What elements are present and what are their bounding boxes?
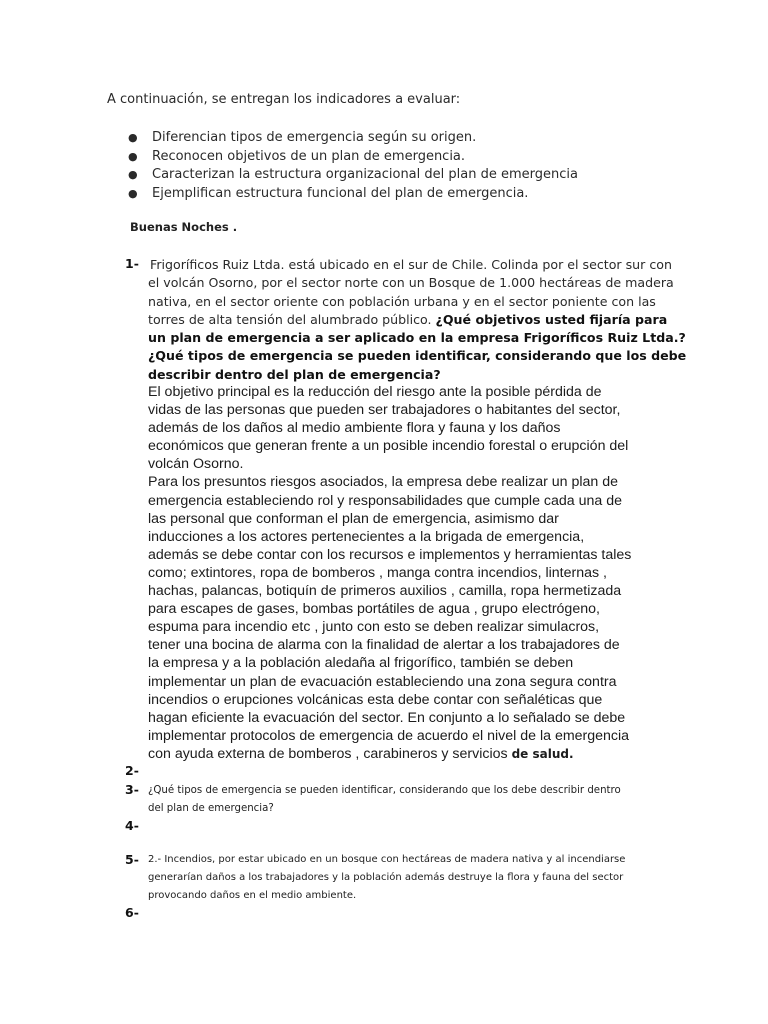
question-number-2: 2- <box>125 763 139 778</box>
question-number-3: 3- <box>125 782 139 797</box>
text-line: 2.- Incendios, por estar ubicado en un bosque con hectáreas de madera nativa y al incendiarse <box>148 854 626 865</box>
intro-text: A continuación, se entregan los indicadores a evaluar: <box>107 92 461 107</box>
text-line: el volcán Osorno, por el sector norte con un Bosque de 1.000 hectáreas de madera <box>148 275 674 291</box>
list-item: ● Diferencian tipos de emergencia según su origen. <box>128 129 578 148</box>
question-1-text <box>148 256 687 384</box>
bullet-icon: ● <box>128 131 138 144</box>
text-line: un plan de emergencia a ser aplicado en la empresa Frigoríficos Ruiz Ltda.? <box>148 330 686 346</box>
indicator-list <box>128 129 578 203</box>
question-bold: ¿Qué objetivos usted fijaría para <box>435 311 668 327</box>
text-line: ¿Qué tipos de emergencia se pueden identificar, considerando que los debe describir dentro <box>148 785 621 796</box>
text-line: del plan de emergencia? <box>148 802 274 814</box>
list-item: ● Ejemplifican estructura funcional del plan de emergencia. <box>128 185 578 204</box>
text-line: generarían daños a los trabajadores y la población además destruye la flora y fauna del sector <box>148 871 624 883</box>
bullet-icon: ● <box>128 168 138 181</box>
question-3-text <box>148 782 658 817</box>
question-number-5: 5- <box>125 852 139 867</box>
answer-paragraph-2: Para los presuntos riesgos asociados, la empresa debe realizar un plan de emergencia estableciendo rol y responsabilidades que cumple cada una de las personal que conforman el plan de emergencia, asimismo dar inducciones a los actores pertenecientes a la brigada de emergencia, además se debe contar con los recursos e implementos y herramientas tales como; extintores, ropa de bomberos , manga contra incendios, linternas , hachas, palancas, botiquín de primeros auxilios , camilla, ropa hermetizada para escapes de gases, bombas portátiles de agua , grupo electrógeno, espuma para incendio etc , junto con esto se deben realizar simulacros, tener una bocina de alarma con la finalidad de alertar a los trabajadores de la empresa y a la población aledaña al frigorífico, también se deben implementar un plan de evacuación estableciendo una zona segura contra incendios o erupciones volcánicas esta debe contar con señaléticas que hagan eficiente la evacuación del sector. En conjunto a lo señalado se debe implementar protocolos de emergencia de acuerdo el nivel de la emergencia con ayuda externa de bomberos , carabineros y servicios de salud. <box>148 474 632 762</box>
greeting-text: Buenas Noches . <box>130 220 238 234</box>
text-line: ¿Qué tipos de emergencia se pueden identificar, considerando que los debe <box>148 348 687 364</box>
list-item: ● Reconocen objetivos de un plan de emergencia. <box>128 148 578 167</box>
question-number-1: 1- <box>125 256 139 271</box>
answer-paragraph-1: El objetivo principal es la reducción del riesgo ante la posible pérdida de vidas de las personas que pueden ser trabajadores o habitantes del sector, además de los daños al medio ambiente flora y fauna y los daños económicos que generan frente a un posible incendio forestal o erupción del volcán Osorno. <box>148 384 629 473</box>
answer-block <box>148 383 668 763</box>
question-number-6: 6- <box>125 905 139 920</box>
text-line: torres de alta tensión del alumbrado público. ¿Qué objetivos usted fijaría para <box>148 311 668 327</box>
text-line: provocando daños en el medio ambiente. <box>148 889 357 901</box>
text-line: describir dentro del plan de emergencia? <box>148 366 441 382</box>
bullet-icon: ● <box>128 186 138 200</box>
text-line: Frigoríficos Ruiz Ltda. está ubicado en el sur de Chile. Colinda por el sector sur con <box>150 257 672 272</box>
bullet-icon: ● <box>128 149 138 163</box>
text-line: nativa, en el sector oriente con población urbana y en el sector poniente con las <box>148 293 656 309</box>
question-5-text <box>148 851 688 904</box>
question-number-4: 4- <box>125 818 139 833</box>
list-item: ● Caracterizan la estructura organizacional del plan de emergencia <box>128 166 578 185</box>
